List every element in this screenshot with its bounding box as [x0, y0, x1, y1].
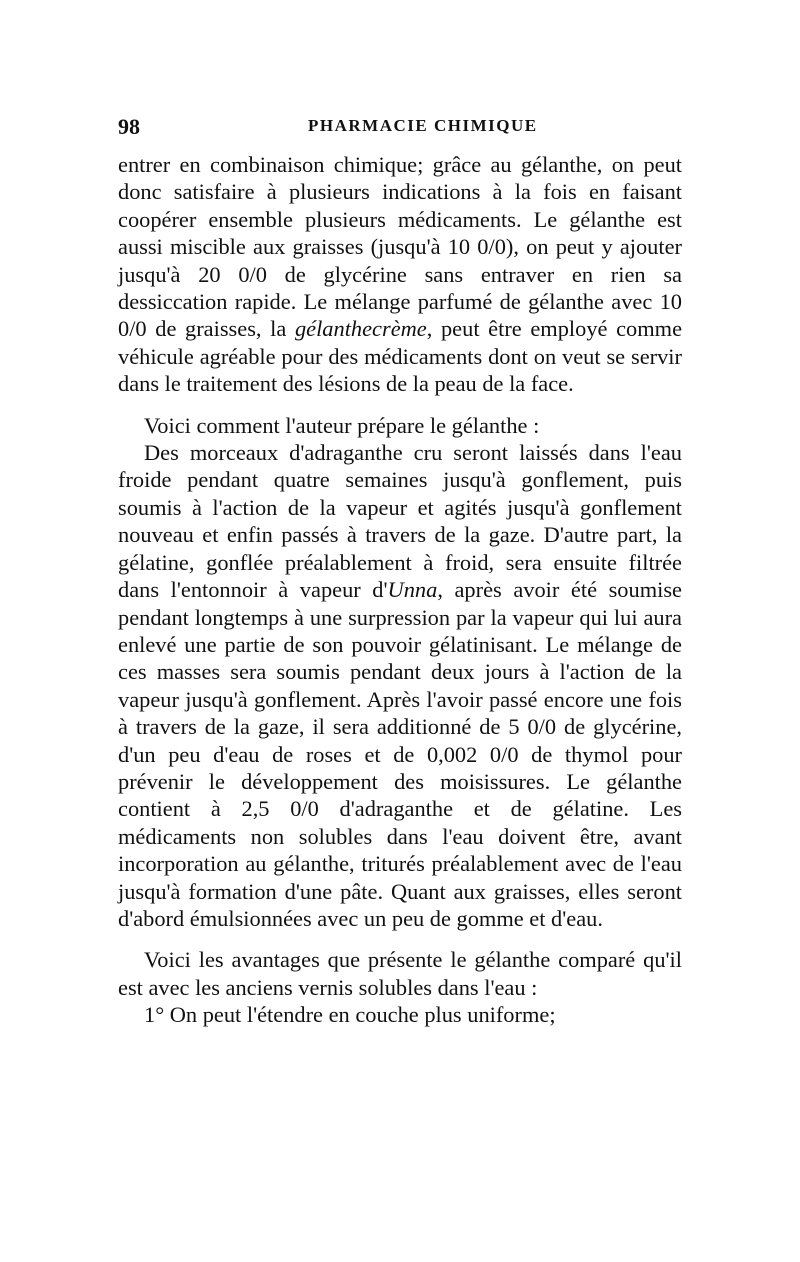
paragraph-preparation: [118, 439, 682, 932]
italic-name: Unna: [387, 577, 438, 603]
page-number: 98: [118, 114, 140, 139]
paragraph-advantages: Voici les avantages que présente le gélanthe comparé qu'il est avec les anciens vernis solubles dans l'eau :: [118, 947, 682, 1000]
paragraph-text: entrer en combinaison chimique; grâce au gélanthe, on peut donc satisfaire à plusieurs indications à la fois en faisant coopérer ensemble plusieurs médicaments. Le gélanthe est aussi miscible aux graisses (jusqu'à 10 0/0), on peut y ajouter jusqu'à 20 0/0 de glycérine sans entraver en rien sa dessiccation rapide. Le mélange parfumé de gélanthe avec 10 0/0 de graisses, la: [118, 152, 682, 342]
paragraph-text: , peut être employé comme véhicule agréable pour des médicaments dont on veut se servir dans le traitement des lésions de la peau de la face.: [118, 316, 683, 397]
paragraph-text: Des morceaux d'adraganthe cru seront laissés dans l'eau froide pendant quatre semaines jusqu'à gonflement, puis soumis à l'action de la vapeur et agités jusqu'à gonflement nouveau et enfin passés à travers de la gaze. D'autre part, la gélatine, gonflée préalablement à froid, sera ensuite filtrée dans l'entonnoir à vapeur d': [118, 440, 682, 603]
list-item-1: 1° On peut l'étendre en couche plus uniforme;: [144, 1002, 556, 1028]
body-text: [118, 151, 682, 1029]
paragraph-continuation: [118, 151, 682, 398]
italic-term: gélanthecrème: [294, 316, 427, 342]
running-head: [118, 114, 682, 144]
running-title: PHARMACIE CHIMIQUE: [308, 116, 538, 135]
paragraph-intro: Voici comment l'auteur prépare le gélanthe :: [144, 412, 540, 438]
paragraph-text: , après avoir été soumise pendant longtemps à une surpression par la vapeur qui lui aura enlevé une partie de son pouvoir gélatinisant. Le mélange de ces masses sera soumis pendant deux jours à l'action de la vapeur jusqu'à gonflement. Après l'avoir passé encore une fois à travers de la gaze, il sera additionné de 5 0/0 de glycérine, d'un peu d'eau de roses et de 0,002 0/0 de thymol pour prévenir le développement des moisissures. Le gélanthe contient à 2,5 0/0 d'adraganthe et de gélatine. Les médicaments non solubles dans l'eau doivent être, avant incorporation au gélanthe, triturés préalablement avec de l'eau jusqu'à formation d'une pâte. Quant aux graisses, elles seront d'abord émulsionnées avec un peu de gomme et d'eau.: [118, 577, 682, 931]
